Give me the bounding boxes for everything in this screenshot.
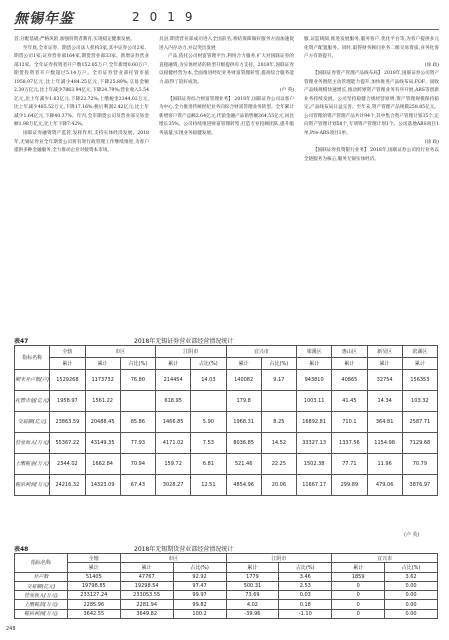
table-cell: 73.69 xyxy=(226,591,279,600)
column-group-header: 市区 xyxy=(120,554,226,563)
column-subheader: 累计 xyxy=(332,358,367,370)
table-cell: 618.95 xyxy=(156,391,191,412)
paragraph: 至年底,全市证券、期货公司法人机构3家,其中证券公司2家、期货公司1家;证券营业部164家,期货营业部33家。新增证券营业部12家。全年证券投资者开户数152.85万户,全年新增0.60万户,期货投资者开户数超过5.14万户。全市证券营业部托管市值1958.97亿元,比上年减少484.25亿元,下降25.89%;交易金额2.39万亿元,比上年减少7863.94亿元,下降24.79%;营业收入5.54亿元,比上年减少1.63亿元,下降22.72%;上缴税金2344.02万元,比上年减少485.52万元,下降17.16%;税后利润2.42亿元,比上年减少1.64亿元,下降40.37%。年内,全市期货公司及营业部交易金额1.98万亿元,比上年下降7.42%。 xyxy=(14,45,149,128)
table-cell: 3642.55 xyxy=(67,609,120,618)
row-label: 税后利润(万元) xyxy=(15,609,68,618)
table-cell: 99.97 xyxy=(173,591,226,600)
table-row xyxy=(15,433,438,454)
table-cell: 0.00 xyxy=(385,600,438,609)
page-number: 248 xyxy=(6,626,16,632)
row-label-header: 指标名称 xyxy=(15,346,50,370)
row-label: 期末开户数(户) xyxy=(15,370,50,391)
table-cell: 85.86 xyxy=(120,412,155,433)
column-subheader: 占比(%) xyxy=(279,563,332,572)
table-cell: 20488.45 xyxy=(85,412,120,433)
paragraph: 国联证券融资资产监管,发挥作用,支持实体经济发展。2018年,无锡证券业全年期货公司将有效行政管理工作继续推进,为客户提供多种金融服务,全力推动企业对接资本市场。 xyxy=(14,131,149,154)
table-cell: 1003.11 xyxy=(297,391,332,412)
table-cell: 14323.09 xyxy=(85,475,120,496)
table-cell xyxy=(261,391,296,412)
row-label: 税后利润(万元) xyxy=(15,475,50,496)
table-row xyxy=(15,572,438,581)
table-cell: 67.43 xyxy=(120,475,155,496)
table-cell: 9.17 xyxy=(261,370,296,391)
column-subheader: 占比(%) xyxy=(191,358,226,370)
table-cell: 100.2 xyxy=(173,609,226,618)
column-group-header: 新吴区 xyxy=(367,346,402,358)
table-cell: 4.02 xyxy=(226,600,279,609)
table-cell: 8036.85 xyxy=(226,433,261,454)
table-47-source: (卢 英) xyxy=(404,532,420,538)
securities-table xyxy=(14,345,438,496)
column-subheader: 占比(%) xyxy=(120,358,155,370)
table-cell: 14.52 xyxy=(261,433,296,454)
paragraph: (卢 英) xyxy=(279,88,294,94)
row-label: 托管市值(亿元) xyxy=(15,391,50,412)
table-cell: 41.45 xyxy=(332,391,367,412)
column-subheader: 累计 xyxy=(402,358,437,370)
table-cell: 1502.38 xyxy=(297,454,332,475)
table-cell: 3876.97 xyxy=(402,475,437,496)
column-group-header: 梁溪区 xyxy=(297,346,332,358)
column-group-header: 全辖 xyxy=(50,346,85,358)
table-cell: 479.06 xyxy=(367,475,402,496)
table-cell: 179.8 xyxy=(226,391,261,412)
paragraph: 【国联证券综合财富管理业务】 2018年,国联证券公司以客户为中心,全力推进传统经纪业务向综合财富管理业务转型。全年累计新增客户资产总额2.64亿元,代销金融产品销售额364.55亿元,同比增长35%。公司持续推进财富管理转型,打造专业投顾团队,提升服务质量,实现业务稳健发展。 xyxy=(159,96,294,137)
row-label: 交易额(亿元) xyxy=(15,412,50,433)
table-cell: 103.32 xyxy=(402,391,437,412)
column-subheader: 累计 xyxy=(50,358,85,370)
table-cell: 11667.17 xyxy=(297,475,332,496)
table-cell: -1.10 xyxy=(279,609,332,618)
table-cell: 19298.54 xyxy=(120,581,173,590)
table-cell xyxy=(120,391,155,412)
table-cell: 3.46 xyxy=(279,572,332,581)
table-cell: 500.31 xyxy=(226,581,279,590)
table-cell: 1466.85 xyxy=(156,412,191,433)
table-cell: 8.25 xyxy=(261,412,296,433)
table-cell: 233127.24 xyxy=(67,591,120,600)
table-cell: 233053.55 xyxy=(120,591,173,600)
table-cell: 0.03 xyxy=(279,591,332,600)
table-cell: 20.06 xyxy=(261,475,296,496)
table-cell: 12.51 xyxy=(191,475,226,496)
table-cell: 47767 xyxy=(120,572,173,581)
table-cell: 3.62 xyxy=(385,572,438,581)
column-group-header: 宜兴市 xyxy=(226,346,297,358)
column-subheader: 累计 xyxy=(367,358,402,370)
text-column-3 xyxy=(304,36,439,164)
table-cell: 1968.31 xyxy=(226,412,261,433)
column-subheader: 累计 xyxy=(120,563,173,572)
table-cell: 97.47 xyxy=(173,581,226,590)
table-cell: 299.89 xyxy=(332,475,367,496)
table-cell: 70.79 xyxy=(402,454,437,475)
table-cell: 1859 xyxy=(332,572,385,581)
header-rule xyxy=(14,29,439,30)
table-row xyxy=(15,609,438,618)
table-cell: 364.81 xyxy=(367,412,402,433)
row-label: 上缴税款(万元) xyxy=(15,600,68,609)
column-subheader: 占比(%) xyxy=(385,563,438,572)
row-label: 交易额(亿元) xyxy=(15,581,68,590)
paragraph: 产品,依托公司财富管理平台,利用合力服务,扩大对国联证券的直接融资,为实体经济的转型升级提供有力支持。2018年,国联证券以稳健经营为本,全面推进经纪业务财富管理转型,提高综合服务能力,取得了较好成效。 xyxy=(159,54,294,85)
column-group-header: 市区 xyxy=(85,346,156,358)
table-cell: 2285.96 xyxy=(67,600,120,609)
table-cell: 0.18 xyxy=(279,600,332,609)
table-cell: 22.25 xyxy=(261,454,296,475)
column-group-header: 江阴市 xyxy=(156,346,227,358)
table-cell: 214454 xyxy=(156,370,191,391)
table-row xyxy=(15,591,438,600)
column-subheader: 占比(%) xyxy=(173,563,226,572)
table-cell: 0.00 xyxy=(385,591,438,600)
table-cell: 1529268 xyxy=(50,370,85,391)
column-subheader: 累计 xyxy=(156,358,191,370)
table-cell: 1958.97 xyxy=(50,391,85,412)
table-cell: 11.96 xyxy=(367,454,402,475)
table-48-title: 2018年无锡期货营业部经营情况统计 xyxy=(134,546,234,553)
table-cell: 521.46 xyxy=(226,454,261,475)
table-cell: 33327.13 xyxy=(297,433,332,454)
table-row xyxy=(15,370,438,391)
table-cell: 99.82 xyxy=(173,600,226,609)
table-cell: 1779 xyxy=(226,572,279,581)
table-48-number: 表48 xyxy=(14,546,29,553)
table-cell: 77.93 xyxy=(120,433,155,454)
table-cell: 2344.02 xyxy=(50,454,85,475)
paragraph: (徐 政) xyxy=(424,62,439,68)
text-column-1 xyxy=(14,36,149,156)
column-subheader: 累计 xyxy=(226,358,261,370)
table-cell: 19798.85 xyxy=(67,581,120,590)
paragraph: (徐 政) xyxy=(424,139,439,145)
table-cell: 1154.98 xyxy=(367,433,402,454)
table-cell: 0 xyxy=(332,600,385,609)
paragraph: 具县,期货营业部成功进入全国前名,将结保障做好服务方面加速促进入内存动力,并以突出发展 xyxy=(159,37,294,51)
table-cell: 40865 xyxy=(332,370,367,391)
table-cell: 77.71 xyxy=(332,454,367,475)
table-cell: 943810 xyxy=(297,370,332,391)
paragraph: 服,证监线阅,推进发展服务,服务客户,优化平台等,为客户提供多元化资产配置服务。同时,取得财务顾问业务二级交易资质,业务化客户方有效提升。 xyxy=(304,37,439,60)
body-text xyxy=(14,36,439,334)
table-cell: 1173732 xyxy=(85,370,120,391)
table-cell: 4854.96 xyxy=(226,475,261,496)
column-group-header: 惠山区 xyxy=(332,346,367,358)
table-cell: 76.80 xyxy=(120,370,155,391)
table-cell: 92.92 xyxy=(173,572,226,581)
table-row xyxy=(15,391,438,412)
paragraph: 【国联证券投资银行业务】 2018年,国联证券公司投行业务以全链服务为核心,服务无锡实体经济。 xyxy=(304,148,439,162)
column-subheader: 累计 xyxy=(85,358,120,370)
table-cell xyxy=(191,391,226,412)
table-row xyxy=(15,600,438,609)
table-cell: 140082 xyxy=(226,370,261,391)
table-cell: 3649.82 xyxy=(120,609,173,618)
yearbook-logo: 無锡年鉴 xyxy=(14,11,74,27)
text-column-2 xyxy=(159,36,294,139)
table-row xyxy=(15,412,438,433)
table-cell: 0 xyxy=(332,609,385,618)
table-row xyxy=(15,581,438,590)
table-cell: 7129.68 xyxy=(402,433,437,454)
table-cell: 0.00 xyxy=(385,581,438,590)
table-cell: 14.03 xyxy=(191,370,226,391)
table-cell: 156353 xyxy=(402,370,437,391)
table-cell: 3028.27 xyxy=(156,475,191,496)
table-cell: 2587.71 xyxy=(402,412,437,433)
column-group-header: 江阴市 xyxy=(226,554,332,563)
row-label: 营业收入(万元) xyxy=(15,591,68,600)
table-cell: 0 xyxy=(332,581,385,590)
table-row xyxy=(15,475,438,496)
table-cell: 70.94 xyxy=(120,454,155,475)
table-cell: 1337.56 xyxy=(332,433,367,454)
column-subheader: 累计 xyxy=(297,358,332,370)
table-cell: 710.1 xyxy=(332,412,367,433)
table-cell: 24216.32 xyxy=(50,475,85,496)
year-label: 2019 xyxy=(132,10,203,24)
table-cell: 14.34 xyxy=(367,391,402,412)
paragraph: 【国联证券资产管理产品线布局】 2018年,国联证券公司资产管理业务围绕主动管理能力提升,加快推进产品线布局,FOF、固收产品线规模快速增长,推动跨界资产管理业务有序开展,ABS等创新业务持续发展。公司坚持稳健合规经营原则,资产管理规模保持稳定,产品线布局日益完善。至年末,资产管理产品规模258.85亿元。公司管理的资产管理产品共计94个,其中集合资产管理计划35个,定向资产管理计划58个,专项资产管理计划1个。公司落地ABS项目1单,Pre-ABS项目1单。 xyxy=(304,71,439,137)
table-cell: 1561.22 xyxy=(85,391,120,412)
paragraph: 首,分配基础;严格风险,加强投资者教育,实现稳定健康发展。 xyxy=(14,37,135,42)
column-group-header: 全辖 xyxy=(67,554,120,563)
row-label-header: 指标名称 xyxy=(15,554,68,573)
table-cell: -39.96 xyxy=(226,609,279,618)
table-row xyxy=(15,454,438,475)
table-cell: 4171.02 xyxy=(156,433,191,454)
column-subheader: 累计 xyxy=(226,563,279,572)
column-subheader: 累计 xyxy=(332,563,385,572)
column-subheader: 累计 xyxy=(67,563,120,572)
table-cell: 7.53 xyxy=(191,433,226,454)
table-cell: 43149.35 xyxy=(85,433,120,454)
table-47-caption xyxy=(14,336,438,344)
table-cell: 159.72 xyxy=(156,454,191,475)
column-group-header: 滨湖区 xyxy=(402,346,437,358)
row-label: 开户数 xyxy=(15,572,68,581)
row-label: 营业收入(万元) xyxy=(15,433,50,454)
row-label: 上缴税金(万元) xyxy=(15,454,50,475)
table-cell: 23863.59 xyxy=(50,412,85,433)
table-cell: 51405 xyxy=(67,572,120,581)
table-cell: 0 xyxy=(332,591,385,600)
column-group-header: 宜兴市 xyxy=(332,554,438,563)
table-cell: 1662.84 xyxy=(85,454,120,475)
table-cell: 32754 xyxy=(367,370,402,391)
table-cell: 0.00 xyxy=(385,609,438,618)
table-47-number: 表47 xyxy=(14,338,29,345)
futures-table xyxy=(14,553,438,619)
table-cell: 55367.22 xyxy=(50,433,85,454)
table-47-title: 2018年无锡证券营业部经营情况统计 xyxy=(134,338,234,345)
page-header xyxy=(14,8,439,28)
table-48-caption xyxy=(14,544,438,552)
table-cell: 16892.81 xyxy=(297,412,332,433)
column-subheader: 占比(%) xyxy=(261,358,296,370)
table-cell: 2.53 xyxy=(279,581,332,590)
table-cell: 6.81 xyxy=(191,454,226,475)
table-cell: 2281.94 xyxy=(120,600,173,609)
table-cell: 5.90 xyxy=(191,412,226,433)
